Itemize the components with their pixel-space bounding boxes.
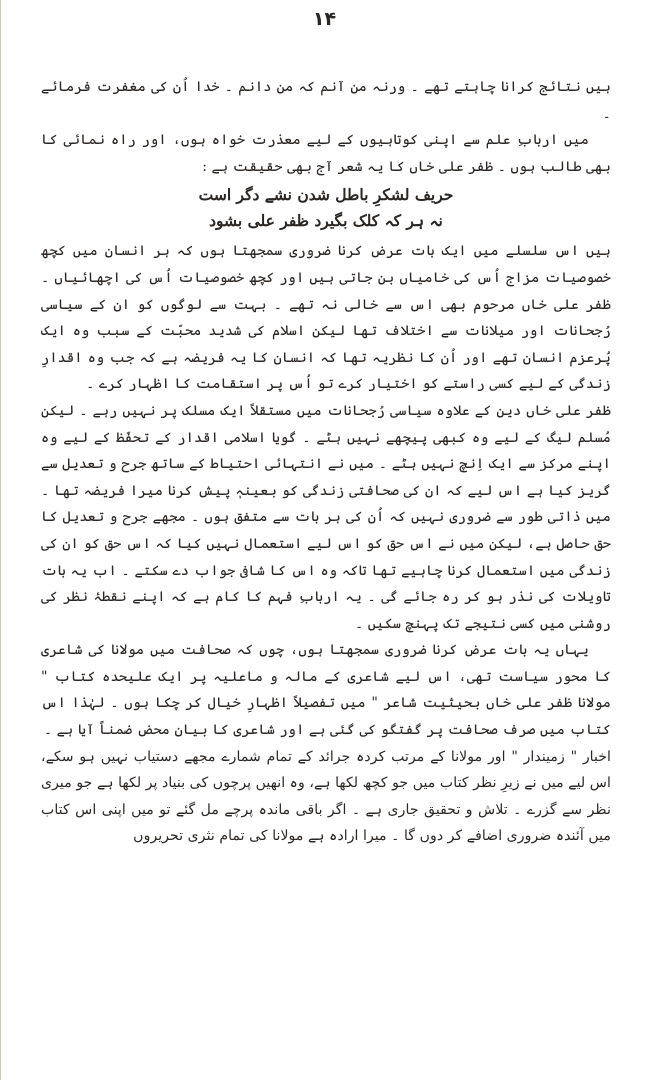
verse-line: نہ ہر کہ کلک بگیرد ظفر علی بشود	[209, 211, 443, 231]
paragraph: یہاں یہ بات عرض کرنا ضروری سمجھتا ہوں، چوں کہ صحافت میں مولانا کی شاعری کا محور سیاست تھی، اس لیے شاعری کے مالہ و ماعلیہ پر ایک علیحدہ کتاب " مولانا ظفر علی خاں بحیثیت شاعر " میں تفصیلاً اظہارِ خیال کر چکا ہوں ۔ لہٰذا اس کتاب میں صرف صحافت پر گفتگو کی گئی ہے اور شاعری کا بیان محض ضمناً آیا ہے ۔	[41, 642, 611, 739]
verse-line: حریف لشکرِ باطل شدن نشے دگر است	[198, 185, 454, 205]
paragraph: میں اربابِ علم سے اپنی کوتاہیوں کے لیے معذرت خواہ ہوں، اور راہ نمائی کا بھی طالب ہوں ۔ ظفر علی خاں کا یہ شعر آج بھی حقیقت ہے :	[41, 132, 611, 175]
paragraph: ظفر علی خاں دین کے علاوہ سیاسی رُجحانات میں مستقلاً ایک مسلک پر نہیں رہے ۔ لیکن مُسلم لیگ کے لیے وہ کبھی پیچھے نہیں ہٹے ۔ گویا اسلامی اقدار کے تحفّظ کے لیے وہ اپنے مرکز سے ایک اِنچ نہیں ہٹے ۔ میں نے انتہائی احتیاط کے ساتھ جرح و تعدیل سے گریز کیا ہے اس لیے کہ ان کی صحافتی زندگی کو بعینہٖ پیش کرنا میرا فریضہ تھا ۔ میں ذاتی طور سے ضروری نہیں کہ اُن کی ہر بات سے متفق ہوں ۔ مجھے جرح و تعدیل کا حق حاصل ہے، لیکن میں نے اس حق کو اس لیے استعمال نہیں کیا کہ اس حق کو ان کی زندگی میں استعمال کرنا چاہیے تھا تاکہ وہ اس کا شافی جواب دے سکتے ۔ اب یہ بات تاویلات کی نذر ہو کر رہ جائے گی ۔ یہ اربابِ فہم کا کام ہے کہ اپنے نقطۂ نظر کی روشنی میں کسی نتیجے تک پہنچ سکیں ۔	[41, 402, 611, 632]
page-body	[41, 74, 611, 850]
verse-couplet	[41, 182, 611, 234]
page-number: ۱۴	[312, 8, 337, 30]
paragraph: ہیں نتائج کرانا چاہتے تھے ۔ ورنہ من آنم کہ من دانم ۔ خدا اُن کی مغفرت فرمائے ۔	[41, 79, 611, 122]
paragraph: ہیں اس سلسلے میں ایک بات عرض کرنا ضروری سمجھتا ہوں کہ ہر انسان میں کچھ خصوصیات مزاج اُس کی خامیاں بن جاتی ہیں اور کچھ خصوصیات اُس کی اچھائیاں ۔ ظفر علی خاں مرحوم بھی اس سے خالی نہ تھے ۔ بہت سے لوگوں کو ان کے سیاسی رُجحانات اور میلانات سے اختلاف تھا لیکن اسلام کی شدید محبّت کے سبب وہ ایک پُرعزم انسان تھے اور اُن کا نظریہ تھا کہ انسان کا یہ فریضہ ہے کہ جب وہ اقدارِ زندگی کے لیے کسی راستے کو اختیار کرے تو اُس پر استقامت کا اظہار کرے ۔	[41, 243, 611, 393]
paragraph: اخبار " زمیندار " اور مولانا کے مرتب کردہ جرائد کے تمام شمارے مجھے دستیاب نہیں ہو سکے، اس لیے میں نے زیرِ نظر کتاب میں جو کچھ لکھا ہے، وہ انھیں پرچوں کی بنیاد پر لکھا ہے جو میری نظر سے گزرے ۔ تلاش و تحقیق جاری ہے ۔ اگر باقی ماندہ پرچے مل گئے تو میں اپنی اس کتاب میں آئندہ ضروری اضافے کر دوں گا ۔ میرا ارادہ ہے مولانا کی تمام نثری تحریروں	[41, 748, 611, 845]
